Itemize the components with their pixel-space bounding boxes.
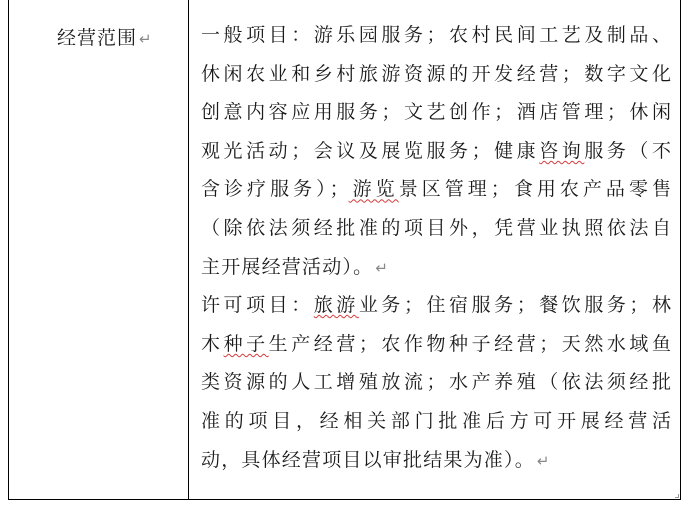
scope-line: [201, 370, 671, 409]
scope-line: [201, 409, 671, 448]
field-label: 经营范围 ↵: [57, 27, 153, 49]
scope-line-text: 一般项目：游乐园服务；农村民间工艺及制品、: [201, 24, 671, 46]
scope-line-text: 许可项目：旅游业务；住宿服务；餐饮服务；林: [201, 294, 671, 317]
cell-end-mark: [675, 494, 679, 498]
scope-line-text: 动，具体经营项目以审批结果为准）。: [201, 448, 535, 471]
scope-line: [201, 177, 671, 216]
scope-line-text: 主开展经营活动）。: [201, 255, 374, 278]
paragraph-mark-icon: ↵: [139, 30, 153, 48]
scope-line: [201, 139, 671, 178]
scope-line-text: 木种子生产经营；农作物种子经营；天然水域鱼: [201, 332, 671, 355]
scope-line: [201, 100, 671, 139]
scope-line: [201, 255, 671, 294]
paragraph-mark-icon: ↵: [536, 451, 551, 470]
scope-line: [201, 332, 671, 371]
scope-line-text: 含诊疗服务）；游览景区管理；食用农产品零售: [201, 178, 671, 201]
scope-line: [201, 216, 671, 255]
business-scope-content: [201, 23, 671, 486]
scope-line: [201, 448, 671, 487]
scope-line-text: 观光活动；会议及展览服务；健康咨询服务（不: [201, 139, 671, 162]
scope-line-text: 创意内容应用服务；文艺创作；酒店管理；休闲: [201, 101, 671, 124]
scope-line: [201, 62, 671, 101]
business-scope-table: [8, 0, 681, 500]
column-divider: [188, 0, 189, 499]
scope-line: [201, 23, 671, 62]
scope-line-text: 类资源的人工增殖放流；水产养殖（依法须经批: [201, 371, 671, 394]
scope-line: [201, 293, 671, 332]
scope-line-text: 休闲农业和乡村旅游资源的开发经营；数字文化: [201, 62, 671, 85]
scope-line-text: （除依法须经批准的项目外，凭营业执照依法自: [201, 216, 671, 239]
scope-line-text: 准的项目，经相关部门批准后方可开展经营活: [201, 409, 671, 432]
paragraph-mark-icon: ↵: [375, 258, 390, 277]
